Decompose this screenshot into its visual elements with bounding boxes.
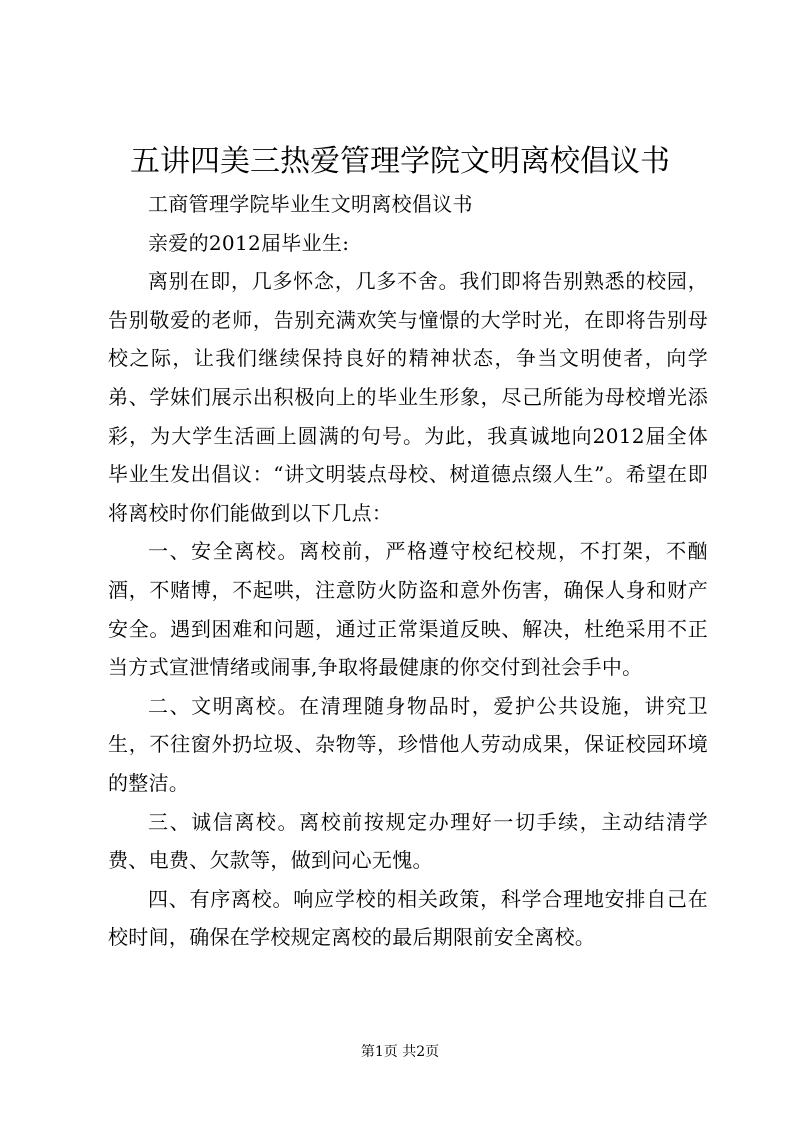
salutation-paragraph: 亲爱的2012届毕业生: [148, 230, 350, 255]
subtitle-paragraph: 工商管理学院毕业生文明离校倡议书 [148, 192, 473, 216]
point-safety-paragraph: 一、安全离校。离校前，严格遵守校纪校规，不打架，不酗酒，不赌博，不起哄，注意防火防盗和意外伤害，确保人身和财产安全。遇到困难和问题，通过正常渠道反映、解决，杜绝采用不正当方式宣泄情绪或闹事,争取将最健康的你交付到社会手中。 [108, 539, 708, 680]
point-civility-paragraph: 二、文明离校。在清理随身物品时，爱护公共设施，讲究卫生，不往窗外扔垃圾、杂物等，珍惜他人劳动成果，保证校园环境的整洁。 [108, 693, 708, 795]
point-integrity-paragraph: 三、诚信离校。离校前按规定办理好一切手续，主动结清学费、电费、欠款等，做到问心无愧。 [108, 809, 708, 873]
page-number-footer: 第1页 共2页 [360, 1044, 440, 1060]
document-body [108, 185, 708, 957]
document-title: 五讲四美三热爱管理学院文明离校倡议书 [130, 144, 670, 179]
intro-paragraph: 离别在即，几多怀念，几多不舍。我们即将告别熟悉的校园，告别敬爱的老师，告别充满欢笑与憧憬的大学时光，在即将告别母校之际，让我们继续保持良好的精神状态，争当文明使者，向学弟、学妹们展示出积极向上的毕业生形象，尽己所能为母校增光添彩，为大学生活画上圆满的句号。为此，我真诚地向2012届全体毕业生发出倡议：“讲文明装点母校、树道德点缀人生”。希望在即将离校时你们能做到以下几点： [108, 269, 708, 525]
point-orderly-paragraph: 四、有序离校。响应学校的相关政策，科学合理地安排自己在校时间，确保在学校规定离校的最后期限前安全离校。 [108, 886, 708, 950]
